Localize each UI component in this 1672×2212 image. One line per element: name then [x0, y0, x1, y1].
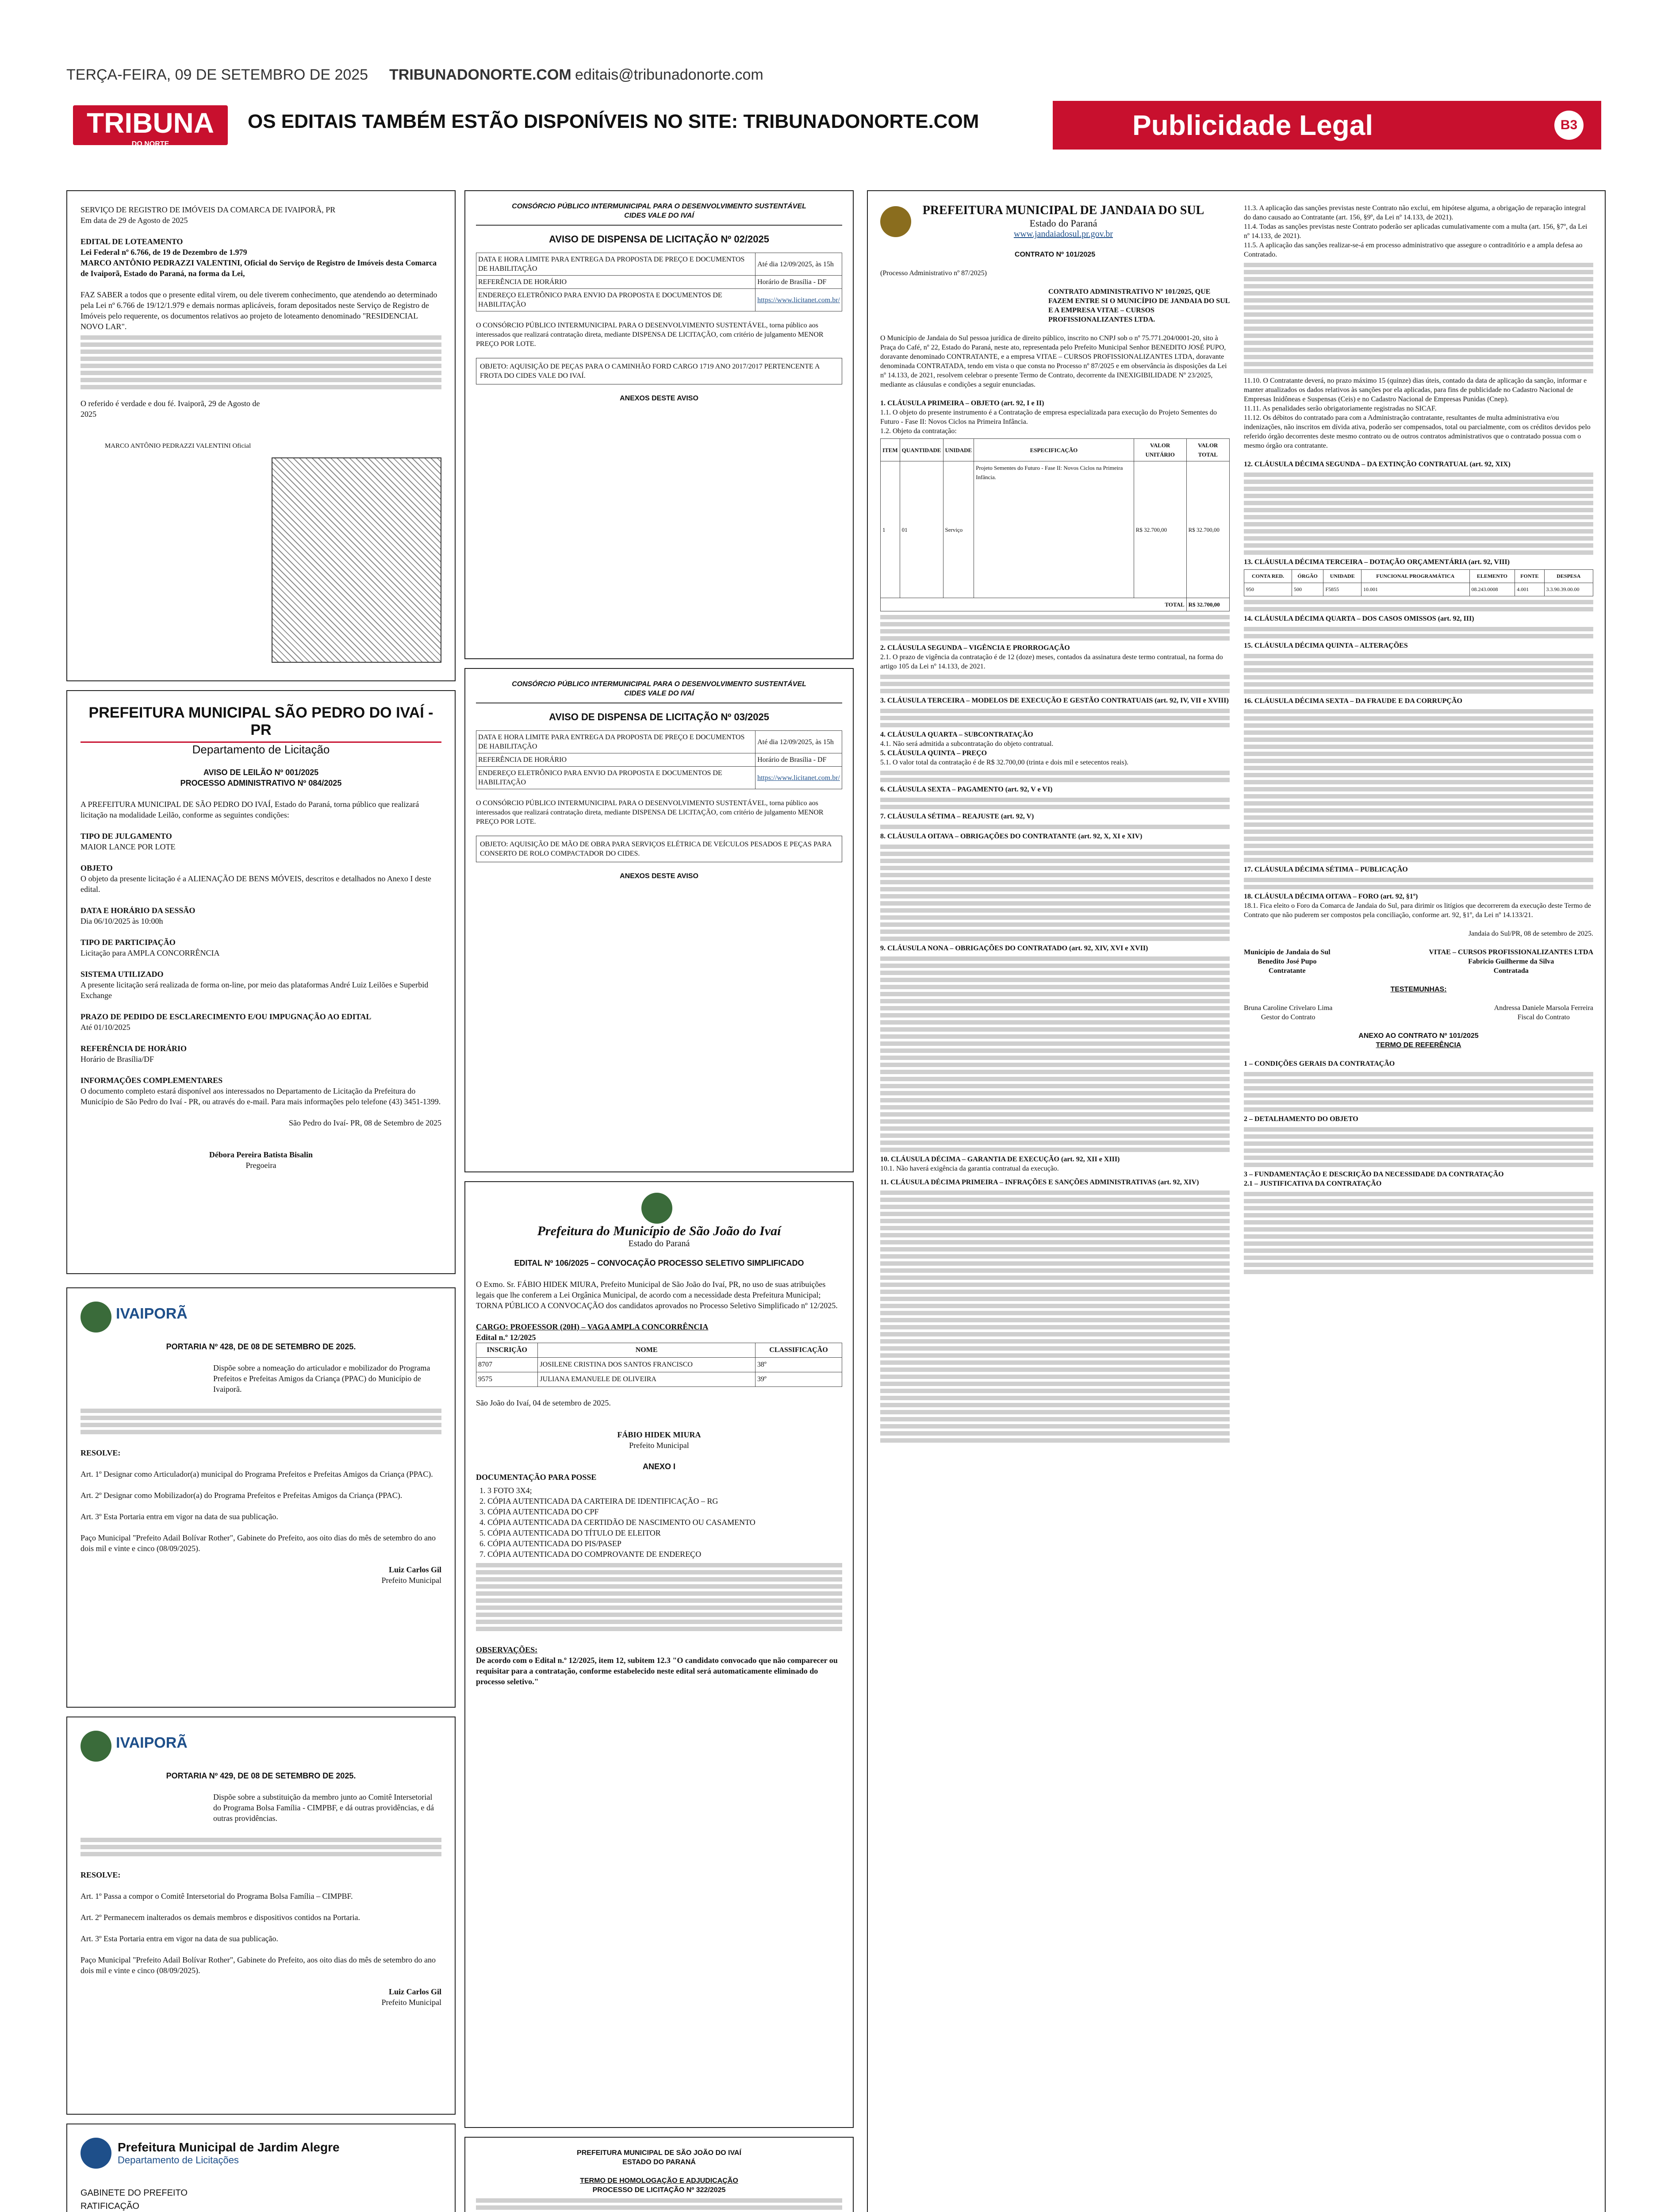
- municipality-name: Prefeitura do Município de São João do Ivaí: [537, 1224, 781, 1238]
- masthead: [0, 0, 1672, 168]
- table-row: DATA E HORA LIMITE PARA ENTREGA DA PROPOSTA DE PREÇO E DOCUMENTOS DE HABILITAÇÃO Até dia 12/09/2025, às 15h: [476, 253, 842, 276]
- list-item: 2. CÓPIA AUTENTICADA DA CARTEIRA DE IDENTIFICAÇÃO – RG: [487, 1496, 842, 1506]
- page-number-badge: B3: [1554, 111, 1584, 140]
- notice-jardim-alegre: Prefeitura Municipal de Jardim Alegre Departamento de Licitações GABINETE DO PREFEITO RATIFICAÇÃO: [66, 2124, 456, 2212]
- site-link[interactable]: TRIBUNADONORTE.COM: [389, 66, 571, 83]
- notice-jandaia-do-sul-contrato: [867, 190, 1606, 2212]
- signature: Luiz Carlos Gil: [388, 1565, 441, 1574]
- notice-ivaipora-portaria-429: IVAIPORÃ PORTARIA Nº 429, DE 08 DE SETEMBRO DE 2025. Dispõe sobre a substituição da membro junto ao Comitê Intersetorial do Programa Bolsa Família - CIMPBF, e dá outras providências, e dá outras providências. RESOLVE: Art. 1º Passa a compor o Comitê Intersetorial do Programa Bolsa Família – CIMPBF. Art. 2º Permanecem inalterados os demais membros e dispositivos contidos na Portaria. Art. 3º Esta Portaria entra em vigor na data de sua publicação. Paço Municipal "Prefeito Adail Bolívar Rother", Gabinete do Prefeito, aos oito dias do mês de setembro do ano dois mil e vinte e cinco (08/09/2025). Luiz Carlos Gil Prefeito Municipal: [66, 1717, 456, 2115]
- info-table: [476, 730, 842, 789]
- place-date: Jandaia do Sul/PR, 08 de setembro de 2025.: [1468, 930, 1593, 937]
- table-row: DATA E HORA LIMITE PARA ENTREGA DA PROPOSTA DE PREÇO E DOCUMENTOS DE HABILITAÇÃO Até dia 12/09/2025, às 15h: [476, 731, 842, 753]
- notice-title: TERMO DE HOMOLOGAÇÃO E ADJUDICAÇÃO: [580, 2177, 738, 2185]
- portaria-title: PORTARIA Nº 428, DE 08 DE SETEMBRO DE 2025.: [166, 1342, 356, 1351]
- notice-title: AVISO DE DISPENSA DE LICITAÇÃO Nº 02/2025: [549, 234, 769, 245]
- annex-title: ANEXO AO CONTRATO Nº 101/2025: [1358, 1032, 1479, 1040]
- lot-map-image: [272, 457, 441, 663]
- contract-intro: O Município de Jandaia do Sul pessoa jurídica de direito público, inscrito no CNPJ sob o nº 75.771.204/0001-20, sito à Praça do Café, nº 22, Estado do Paraná, neste ato, representada pelo Prefeito Municipal Senhor BENEDITO JOSÉ PUPO, doravante denominado CONTRATANTE, e a empresa VITAE – CURSOS PROFISSIONALIZANTES LTDA, doravante denominada CONTRATADA, tendo em vista o que consta no Processo nº 87/2025 e em observância às disposições da Lei nº 14.133, de 2021, resolvem celebrar o presente Termo de Contrato, decorrente da INEXIGIBILIDADE Nº 23/2025, mediante as cláusulas e condições a seguir enunciadas.: [880, 334, 1227, 388]
- municipality-name: IVAIPORÃ: [116, 1305, 188, 1322]
- table-row: 9575 JULIANA EMANUELE DE OLIVEIRA 39º: [476, 1372, 842, 1387]
- site-notice: OS EDITAIS TAMBÉM ESTÃO DISPONÍVEIS NO SITE: TRIBUNADONORTE.COM: [248, 111, 979, 132]
- notice-cides-dispensa-03: CONSÓRCIO PÚBLICO INTERMUNICIPAL PARA O DESENVOLVIMENTO SUSTENTÁVEL CIDES VALE DO IVAÍ AVISO DE DISPENSA DE LICITAÇÃO Nº 03/2025 DATA E HORA LIMITE PARA ENTREGA DA PROPOSTA DE PREÇO E DOCUMENTOS DE HABILITAÇÃO Até dia 12/09/2025, às 15h REFERÊNCIA DE HORÁRIO Horário de Brasília - DF ENDEREÇO ELETRÔNICO PARA ENVIO DA PROPOSTA E DOCUMENTOS DE HABILITAÇÃO https://www.licitanet.com.br/ O CONSÓRCIO PÚBLICO INTERMUNICIPAL PARA O DESENVOLVIMENTO SUSTENTÁVEL, torna público aos interessados que realizará contratação direta, mediante DISPENSA DE LICITAÇÃO, com critério de julgamento MENOR PREÇO POR LOTE. OBJETO: AQUISIÇÃO DE MÃO DE OBRA PARA SERVIÇOS ELÉTRICA DE VEÍCULOS PESADOS E PEÇAS PARA CONSERTO DE ROLO COMPACTADOR DO CIDES. ANEXOS DESTE AVISO: [464, 668, 854, 1172]
- list-item: 3. CÓPIA AUTENTICADA DO CPF: [487, 1506, 842, 1517]
- object-table: ITEM QUANTIDADE UNIDADE ESPECIFICAÇÃO VALOR UNITÁRIO VALOR TOTAL 1 01 Serviço Projeto Sementes do Futuro - Fase II: Novos Ciclos na Primeira Infância. R$ 32.700,00 R$ 32.700,00 TOTAL R$ 32.700,00: [880, 438, 1230, 611]
- law-reference: Lei Federal nº 6.766, de 19 de Dezembro de 1.979: [81, 248, 247, 257]
- notice-ivaipora-portaria-428: IVAIPORÃ PORTARIA Nº 428, DE 08 DE SETEMBRO DE 2025. Dispõe sobre a nomeação do articulador e mobilizador do Programa Prefeitos e Prefeitas Amigos da Criança (PPAC) do Município de Ivaiporã. RESOLVE: Art. 1º Designar como Articulador(a) municipal do Programa Prefeitos e Prefeitas Amigos da Criança (PPAC). Art. 2º Designar como Mobilizador(a) do Programa Prefeitos e Prefeitas Amigos da Criança (PPAC). Art. 3º Esta Portaria entra em vigor na data de sua publicação. Paço Municipal "Prefeito Adail Bolívar Rother", Gabinete do Prefeito, aos oito dias do mês de setembro do ano dois mil e vinte e cinco (08/09/2025). Luiz Carlos Gil Prefeito Municipal: [66, 1287, 456, 1708]
- contact-email[interactable]: editais@tribunadonorte.com: [575, 66, 763, 83]
- table-row: 1 01 Serviço Projeto Sementes do Futuro - Fase II: Novos Ciclos na Primeira Infância. R$ 32.700,00 R$ 32.700,00: [881, 461, 1230, 598]
- notice-title: AVISO DE LEILÃO Nº 001/2025: [203, 768, 319, 777]
- municipality-name: IVAIPORÃ: [116, 1734, 188, 1751]
- municipal-crest-icon: [880, 206, 911, 237]
- list-item: 4. CÓPIA AUTENTICADA DA CERTIDÃO DE NASCIMENTO OU CASAMENTO: [487, 1517, 842, 1528]
- clause-heading: 18. CLÁUSULA DÉCIMA OITAVA – FORO (art. 92, §1º): [1244, 893, 1418, 900]
- list-item: 7. CÓPIA AUTENTICADA DO COMPROVANTE DE ENDEREÇO: [487, 1549, 842, 1559]
- signature: MARCO ANTÔNIO PEDRAZZI VALENTINI Oficial: [104, 442, 251, 449]
- clause-heading: 9. CLÁUSULA NONA – OBRIGAÇÕES DO CONTRATADO (art. 92, XIV, XVI e XVII): [880, 945, 1148, 952]
- section-title: Publicidade Legal: [1132, 109, 1373, 141]
- list-item: 5. CÓPIA AUTENTICADA DO TÍTULO DE ELEITOR: [487, 1528, 842, 1538]
- clause-heading: 4. CLÁUSULA QUARTA – SUBCONTRATAÇÃO: [880, 731, 1033, 738]
- object-box: OBJETO: AQUISIÇÃO DE PEÇAS PARA O CAMINHÃO FORD CARGO 1719 ANO 2017/2017 PERTENCENTE A FROTA DO CIDES VALE DO IVAÍ.: [476, 358, 842, 384]
- place-date: São João do Ivaí, 04 de setembro de 2025.: [476, 1398, 611, 1407]
- portaria-ementa: Dispõe sobre a nomeação do articulador e mobilizador do Programa Prefeitos e Prefeitas Amigos da Criança (PPAC) do Município de Ivaiporã.: [213, 1363, 430, 1394]
- contract-right-column: 11.3. A aplicação das sanções previstas neste Contrato não exclui, em hipótese alguma, a obrigação de reparação integral do dano causado ao Contratante (art. 156, §9º, da Lei nº 14.133, de 2021). 11.4. Todas as sanções previstas neste Contrato poderão ser aplicadas cumulativamente com a multa (art. 156, §7º, da Lei nº 14.133, de 2021). 11.5. A aplicação das sanções realizar-se-á em processo administrativo que assegure o contraditório e a ampla defesa ao Contratado. 11.10. O Contratante deverá, no prazo máximo 15 (quinze) dias úteis, contado da data de aplicação da sanção, informar e manter atualizados os dados relativos às sanções por ela aplicadas, para fins de publicidade no Cadastro Nacional de Empresas Inidôneas e Suspensas (Ceis) e no Cadastro Nacional de Empresas Punidas (Cnep). 11.11. As penalidades serão obrigatoriamente registradas no SICAF. 11.12. Os débitos do contratado para com a Administração contratante, resultantes de multa administrativa e/ou indenizações, não inscritos em dívida ativa, poderão ser compensados, total ou parcialmente, com os créditos devidos pelo referido órgão decorrentes deste mesmo contrato ou de outros contratos administrativos que o contratado possua com o mesmo órgão ora contratante. 12. CLÁUSULA DÉCIMA SEGUNDA – DA EXTINÇÃO CONTRATUAL (art. 92, XIX) 13. CLÁUSULA DÉCIMA TERCEIRA – DOTAÇÃO ORÇAMENTÁRIA (art. 92, VIII) CONTA RED. ÓRGÃO UNIDADE FUNCIONAL PROGRAMÁTICA ELEMENTO FONTE DESPESA 950 500 F5855 10.001 08.243.0008 4.001 3.3.90.39.00.00 14. CLÁUSULA DÉCIMA QUARTA – DOS CASOS OMISSOS (art. 92, III) 15. CLÁUSULA DÉCIMA QUINTA – ALTERAÇÕES 16. CLÁUSULA DÉCIMA SEXTA – DA FRAUDE E DA CORRUPÇÃO 17. CLÁUSULA DÉCIMA SÉTIMA – PUBLICAÇÃO 18. CLÁUSULA DÉCIMA OITAVA – FORO (art. 92, §1º) 18.1. Fica eleito o Foro da Comarca de Jandaia do Sul, para dirimir os litígios que decorrerem da execução deste Termo de Contrato que não puderem ser compostos pela conciliação, conforme art. 92, §1º, da Lei nº 14.133/21. Jandaia do Sul/PR, 08 de setembro de 2025. Município de Jandaia do Sul Benedito José Pupo Contratante VITAE – CURSOS PROFISSIONALIZANTES LTDA Fabricio Guilherme da Silva Contratada TESTEMUNHAS: Bruna Caroline Crivelaro Lima Gestor do Contrato Andressa Daniele Marsola Ferreira Fiscal do Contrato ANEXO AO CONTRATO Nº 101/2025 TERMO DE REFERÊNCIA 1 – CONDIÇÕES GERAIS DA CONTRATAÇÃO 2 – DETALHAMENTO DO OBJETO 3 – FUNDAMENTAÇÃO E DESCRIÇÃO DA NECESSIDADE DA CONTRATAÇÃO 2.1 – JUSTIFICATIVA DA CONTRATAÇÃO: [1244, 204, 1593, 1277]
- body-text-lines: [81, 335, 441, 389]
- municipality-name: PREFEITURA MUNICIPAL SÃO PEDRO DO IVAÍ - PR: [88, 704, 433, 738]
- table-row: 8707 JOSILENE CRISTINA DOS SANTOS FRANCISCO 38º: [476, 1358, 842, 1372]
- budget-table: CONTA RED. ÓRGÃO UNIDADE FUNCIONAL PROGRAMÁTICA ELEMENTO FONTE DESPESA 950 500 F5855 10.001 08.243.0008 4.001 3.3.90.39.00.00: [1244, 569, 1593, 596]
- consortium-name: CONSÓRCIO PÚBLICO INTERMUNICIPAL PARA O DESENVOLVIMENTO SUSTENTÁVEL: [512, 203, 806, 210]
- notice-subtitle: Em data de 29 de Agosto de 2025: [81, 216, 188, 225]
- signature: Débora Pereira Batista Bisalin: [209, 1150, 313, 1159]
- section-banner: [1053, 101, 1601, 150]
- process-number: PROCESSO ADMINISTRATIVO Nº 084/2025: [180, 779, 342, 787]
- table-row: ENDEREÇO ELETRÔNICO PARA ENVIO DA PROPOSTA E DOCUMENTOS DE HABILITAÇÃO https://www.licitanet.com.br/: [476, 767, 842, 789]
- intro-paragraph: A PREFEITURA MUNICIPAL DE SÃO PEDRO DO IVAÍ, Estado do Paraná, torna público que realizará licitação na modalidade Leilão, conforme as seguintes condições:: [81, 800, 419, 819]
- clause-heading: 17. CLÁUSULA DÉCIMA SÉTIMA – PUBLICAÇÃO: [1244, 866, 1408, 873]
- clause-heading: 10. CLÁUSULA DÉCIMA – GARANTIA DE EXECUÇÃO (art. 92, XII e XIII): [880, 1156, 1120, 1163]
- signature: Luiz Carlos Gil: [388, 1987, 441, 1996]
- portaria-title: PORTARIA Nº 429, DE 08 DE SETEMBRO DE 2025.: [166, 1771, 356, 1780]
- notice-body: O CONSÓRCIO PÚBLICO INTERMUNICIPAL PARA O DESENVOLVIMENTO SUSTENTÁVEL, torna público aos interessados que realizará contratação direta, mediante DISPENSA DE LICITAÇÃO, com critério de julgamento MENOR PREÇO POR LOTE.: [476, 799, 824, 826]
- clause-heading: 13. CLÁUSULA DÉCIMA TERCEIRA – DOTAÇÃO ORÇAMENTÁRIA (art. 92, VIII): [1244, 558, 1510, 566]
- notice-registro-imoveis: [66, 190, 456, 681]
- consortium-name: CONSÓRCIO PÚBLICO INTERMUNICIPAL PARA O DESENVOLVIMENTO SUSTENTÁVEL: [512, 680, 806, 688]
- department-name: Departamento de Licitações: [118, 2154, 239, 2166]
- table-row: ENDEREÇO ELETRÔNICO PARA ENVIO DA PROPOSTA E DOCUMENTOS DE HABILITAÇÃO https://www.licitanet.com.br/: [476, 289, 842, 311]
- clause-heading: 11. CLÁUSULA DÉCIMA PRIMEIRA – INFRAÇÕES E SANÇÕES ADMINISTRATIVAS (art. 92, XIV): [880, 1179, 1199, 1186]
- clause-heading: 8. CLÁUSULA OITAVA – OBRIGAÇÕES DO CONTRATANTE (art. 92, X, XI e XIV): [880, 833, 1143, 840]
- notice-sao-pedro-do-ivai: PREFEITURA MUNICIPAL SÃO PEDRO DO IVAÍ - PR Departamento de Licitação AVISO DE LEILÃO Nº 001/2025 PROCESSO ADMINISTRATIVO Nº 084/2025 A PREFEITURA MUNICIPAL DE SÃO PEDRO DO IVAÍ, Estado do Paraná, torna público que realizará licitação na modalidade Leilão, conforme as seguintes condições: TIPO DE JULGAMENTO MAIOR LANCE POR LOTE OBJETO O objeto da presente licitação é a ALIENAÇÃO DE BENS MÓVEIS, descritos e detalhados no Anexo I deste edital. DATA E HORÁRIO DA SESSÃO Dia 06/10/2025 às 10:00h TIPO DE PARTICIPAÇÃO Licitação para AMPLA CONCORRÊNCIA SISTEMA UTILIZADO A presente licitação será realizada de forma on-line, por meio das plataformas André Luiz Leilões e Superbid Exchange PRAZO DE PEDIDO DE ESCLARECIMENTO E/OU IMPUGNAÇÃO AO EDITAL Até 01/10/2025 REFERÊNCIA DE HORÁRIO Horário de Brasília/DF INFORMAÇÕES COMPLEMENTARES O documento completo estará disponível aos interessados no Departamento de Licitação da Prefeitura do Município de São Pedro do Ivaí - PR, ou através do e-mail. Para mais informações pelo telefone (43) 3451-1399. São Pedro do Ivaí- PR, 08 de Setembro de 2025 Débora Pereira Batista Bisalin Pregoeira: [66, 690, 456, 1274]
- clause-heading: 7. CLÁUSULA SÉTIMA – REAJUSTE (art. 92, V): [880, 813, 1034, 820]
- table-row: REFERÊNCIA DE HORÁRIO Horário de Brasília - DF: [476, 276, 842, 289]
- clause-heading: 12. CLÁUSULA DÉCIMA SEGUNDA – DA EXTINÇÃO CONTRATUAL (art. 92, XIX): [1244, 461, 1511, 468]
- municipal-crest-icon: [81, 1302, 111, 1333]
- object-box: OBJETO: AQUISIÇÃO DE MÃO DE OBRA PARA SERVIÇOS ELÉTRICA DE VEÍCULOS PESADOS E PEÇAS PARA CONSERTO DE ROLO COMPACTADOR DO CIDES.: [476, 836, 842, 862]
- clause-heading: 15. CLÁUSULA DÉCIMA QUINTA – ALTERAÇÕES: [1244, 642, 1408, 649]
- witnesses: Bruna Caroline Crivelaro Lima Gestor do Contrato Andressa Daniele Marsola Ferreira Fiscal do Contrato: [1244, 1004, 1593, 1021]
- notice-title: AVISO DE DISPENSA DE LICITAÇÃO Nº 03/2025: [549, 711, 769, 722]
- edition-date: TERÇA-FEIRA, 09 DE SETEMBRO DE 2025: [66, 66, 368, 83]
- edital-heading: EDITAL DE LOTEAMENTO: [81, 237, 183, 246]
- municipality-name: PREFEITURA MUNICIPAL DE SÃO JOÃO DO IVAÍ: [577, 2149, 741, 2157]
- clause-heading: 3. CLÁUSULA TERCEIRA – MODELOS DE EXECUÇÃO E GESTÃO CONTRATUAIS (art. 92, IV, VII e XVIII): [880, 697, 1229, 704]
- department-name: Departamento de Licitação: [81, 741, 441, 757]
- notice-title: SERVIÇO DE REGISTRO DE IMÓVEIS DA COMARCA DE IVAIPORÃ, PR: [81, 205, 336, 214]
- clause-heading: 2. CLÁUSULA SEGUNDA – VIGÊNCIA E PRORROGAÇÃO: [880, 644, 1070, 652]
- contract-left-column: PREFEITURA MUNICIPAL DE JANDAIA DO SUL Estado do Paraná www.jandaiadosul.pr.gov.br CONTRATO Nº 101/2025 (Processo Administrativo nº 87/2025) CONTRATO ADMINISTRATIVO Nº 101/2025, QUE FAZEM ENTRE SI O MUNICÍPIO DE JANDAIA DO SUL E A EMPRESA VITAE – CURSOS PROFISSIONALIZANTES LTDA. O Município de Jandaia do Sul pessoa jurídica de direito público, inscrito no CNPJ sob o nº 75.771.204/0001-20, sito à Praça do Café, nº 22, Estado do Paraná, neste ato, representada pelo Prefeito Municipal Senhor BENEDITO JOSÉ PUPO, doravante denominado CONTRATANTE, e a empresa VITAE – CURSOS PROFISSIONALIZANTES LTDA, doravante denominada CONTRATADA, tendo em vista o que consta no Processo nº 87/2025 e em observância às disposições da Lei nº 14.133, de 2021, resolvem celebrar o presente Termo de Contrato, decorrente da INEXIGIBILIDADE Nº 23/2025, mediante as cláusulas e condições a seguir enunciadas. 1. CLÁUSULA PRIMEIRA – OBJETO (art. 92, I e II) 1.1. O objeto do presente instrumento é a Contratação de empresa especializada para execução do Projeto Sementes do Futuro - Fase II: Novos Ciclos na Primeira Infância. 1.2. Objeto da contratação: ITEM QUANTIDADE UNIDADE ESPECIFICAÇÃO VALOR UNITÁRIO VALOR TOTAL 1 01 Serviço Projeto Sementes do Futuro - Fase II: Novos Ciclos na Primeira Infância. R$ 32.700,00 R$ 32.700,00 TOTAL R$ 32.700,00 2. CLÁUSULA SEGUNDA – VIGÊNCIA E PRORROGAÇÃO 2.1. O prazo de vigência da contratação é de 12 (doze) meses, contados da assinatura deste termo contratual, na forma do artigo 105 da Lei nº 14.133, de 2021. 3. CLÁUSULA TERCEIRA – MODELOS DE EXECUÇÃO E GESTÃO CONTRATUAIS (art. 92, IV, VII e XVIII) 4. CLÁUSULA QUARTA – SUBCONTRATAÇÃO 4.1. Não será admitida a subcontratação do objeto contratual. 5. CLÁUSULA QUINTA – PREÇO 5.1. O valor total da contratação é de R$ 32.700,00 (trinta e dois mil e setecentos reais). 6. CLÁUSULA SEXTA – PAGAMENTO (art. 92, V e VI) 7. CLÁUSULA SÉTIMA – REAJUSTE (art. 92, V) 8. CLÁUSULA OITAVA – OBRIGAÇÕES DO CONTRATANTE (art. 92, X, XI e XIV) 9. CLÁUSULA NONA – OBRIGAÇÕES DO CONTRATADO (art. 92, XIV, XVI e XVII) 10. CLÁUSULA DÉCIMA – GARANTIA DE EXECUÇÃO (art. 92, XII e XIII) 10.1. Não haverá exigência da garantia contratual da execução. 11. CLÁUSULA DÉCIMA PRIMEIRA – INFRAÇÕES E SANÇÕES ADMINISTRATIVAS (art. 92, XIV): [880, 204, 1230, 1445]
- notice-sao-joao-do-ivai-edital: Prefeitura do Município de São João do Ivaí Estado do Paraná EDITAL Nº 106/2025 – CONVOCAÇÃO PROCESSO SELETIVO SIMPLIFICADO O Exmo. Sr. FÁBIO HIDEK MIURA, Prefeito Municipal de São João do Ivaí, PR, no uso de suas atribuições legais que lhe conferem a Lei Orgânica Municipal, de acordo com a necessidade desta Prefeitura Municipal; TORNA PÚBLICO A CONVOCAÇÃO dos candidatos aprovados no Processo Seletivo Simplificado nº 12/2025. CARGO: PROFESSOR (20H) – VAGA AMPLA CONCORRÊNCIA Edital n.º 12/2025 INSCRIÇÃO NOME CLASSIFICAÇÃO 8707 JOSILENE CRISTINA DOS SANTOS FRANCISCO 38º 9575 JULIANA EMANUELE DE OLIVEIRA 39º São João do Ivaí, 04 de setembro de 2025. FÁBIO HIDEK MIURA Prefeito Municipal ANEXO I DOCUMENTAÇÃO PARA POSSE 1. 3 FOTO 3X4; 2. CÓPIA AUTENTICADA DA CARTEIRA DE IDENTIFICAÇÃO – RG 3. CÓPIA AUTENTICADA DO CPF 4. CÓPIA AUTENTICADA DA CERTIDÃO DE NASCIMENTO OU CASAMENTO 5. CÓPIA AUTENTICADA DO TÍTULO DE ELEITOR 6. CÓPIA AUTENTICADA DO PIS/PASEP 7. CÓPIA AUTENTICADA DO COMPROVANTE DE ENDEREÇO OBSERVAÇÕES: De acordo com o Edital n.º 12/2025, item 12, subitem 12.3 "O candidato convocado que não comparecer ou requisitar para a contratação, conforme estabelecido neste edital será automaticamente eliminado do processo seletivo.": [464, 1181, 854, 2128]
- table-row: 950 500 F5855 10.001 08.243.0008 4.001 3.3.90.39.00.00: [1244, 583, 1593, 596]
- observations: De acordo com o Edital n.º 12/2025, item 12, subitem 12.3 "O candidato convocado que não comparecer ou requisitar para a contratação, conforme estabelecido neste edital será automaticamente eliminado do processo seletivo.": [476, 1656, 838, 1686]
- contract-number: CONTRATO Nº 101/2025: [1014, 251, 1096, 258]
- oficial-statement: MARCO ANTÔNIO PEDRAZZI VALENTINI, Oficial do Serviço de Registro de Imóveis desta Comarca de Ivaiporã, Estado do Paraná, na forma da Lei,: [81, 258, 437, 278]
- municipality-name: PREFEITURA MUNICIPAL DE JANDAIA DO SUL: [922, 204, 1204, 217]
- clause-heading: 5. CLÁUSULA QUINTA – PREÇO: [880, 749, 987, 757]
- signature: FÁBIO HIDEK MIURA: [617, 1430, 701, 1439]
- list-item: 6. CÓPIA AUTENTICADA DO PIS/PASEP: [487, 1538, 842, 1549]
- municipal-crest-icon: [81, 1731, 111, 1762]
- notice-cides-dispensa-02: CONSÓRCIO PÚBLICO INTERMUNICIPAL PARA O DESENVOLVIMENTO SUSTENTÁVEL CIDES VALE DO IVAÍ AVISO DE DISPENSA DE LICITAÇÃO Nº 02/2025 DATA E HORA LIMITE PARA ENTREGA DA PROPOSTA DE PREÇO E DOCUMENTOS DE HABILITAÇÃO Até dia 12/09/2025, às 15h REFERÊNCIA DE HORÁRIO Horário de Brasília - DF ENDEREÇO ELETRÔNICO PARA ENVIO DA PROPOSTA E DOCUMENTOS DE HABILITAÇÃO https://www.licitanet.com.br/ O CONSÓRCIO PÚBLICO INTERMUNICIPAL PARA O DESENVOLVIMENTO SUSTENTÁVEL, torna público aos interessados que realizará contratação direta, mediante DISPENSA DE LICITAÇÃO, com critério de julgamento MENOR PREÇO POR LOTE. OBJETO: AQUISIÇÃO DE PEÇAS PARA O CAMINHÃO FORD CARGO 1719 ANO 2017/2017 PERTENCENTE A FROTA DO CIDES VALE DO IVAÍ. ANEXOS DESTE AVISO: [464, 190, 854, 659]
- closing-statement: O referido é verdade e dou fé. Ivaiporã, 29 de Agosto de 2025: [81, 399, 260, 419]
- municipal-crest-icon: [641, 1193, 672, 1224]
- clause-heading: 16. CLÁUSULA DÉCIMA SEXTA – DA FRAUDE E DA CORRUPÇÃO: [1244, 697, 1462, 705]
- portaria-ementa: Dispõe sobre a substituição da membro junto ao Comitê Intersetorial do Programa Bolsa Família - CIMPBF, e dá outras providências, e dá outras providências.: [213, 1793, 434, 1823]
- contract-ementa: CONTRATO ADMINISTRATIVO Nº 101/2025, QUE FAZEM ENTRE SI O MUNICÍPIO DE JANDAIA DO SUL E A EMPRESA VITAE – CURSOS PROFISSIONALIZANTES LTDA.: [1048, 288, 1230, 323]
- municipal-crest-icon: [81, 2138, 111, 2169]
- top-line: [66, 66, 1606, 88]
- clause-heading: 1. CLÁUSULA PRIMEIRA – OBJETO (art. 92, I e II): [880, 399, 1044, 407]
- notice-body: FAZ SABER a todos que o presente edital virem, ou dele tiverem conhecimento, que atendendo ao determinado pela Lei nº 6.766 de 19/12/1.979 e demais normas aplicáveis, foram depositados neste Serviço de Registro de Imóveis pelo requerente, os documentos relativos ao projeto de loteamento denominado "RESIDENCIAL NOVO LAR".: [81, 290, 437, 331]
- notice-title: EDITAL Nº 106/2025 – CONVOCAÇÃO PROCESSO SELETIVO SIMPLIFICADO: [514, 1259, 804, 1267]
- table-row: REFERÊNCIA DE HORÁRIO Horário de Brasília - DF: [476, 753, 842, 767]
- list-item: 1. 3 FOTO 3X4;: [487, 1485, 842, 1496]
- candidates-table: INSCRIÇÃO NOME CLASSIFICAÇÃO 8707 JOSILENE CRISTINA DOS SANTOS FRANCISCO 38º 9575 JULIANA EMANUELE DE OLIVEIRA 39º: [476, 1343, 842, 1387]
- clause-heading: 14. CLÁUSULA DÉCIMA QUARTA – DOS CASOS OMISSOS (art. 92, III): [1244, 615, 1474, 622]
- notice-body: O CONSÓRCIO PÚBLICO INTERMUNICIPAL PARA O DESENVOLVIMENTO SUSTENTÁVEL, torna público aos interessados que realizará contratação direta, mediante DISPENSA DE LICITAÇÃO, com critério de julgamento MENOR PREÇO POR LOTE.: [476, 322, 824, 348]
- documents-list: [476, 1485, 842, 1559]
- info-table: [476, 253, 842, 311]
- place-date: São Pedro do Ivaí- PR, 08 de Setembro de 2025: [289, 1118, 441, 1127]
- municipality-name: Prefeitura Municipal de Jardim Alegre: [118, 2140, 340, 2154]
- clause-heading: 6. CLÁUSULA SEXTA – PAGAMENTO (art. 92, V e VI): [880, 786, 1053, 793]
- signatures: Município de Jandaia do Sul Benedito José Pupo Contratante VITAE – CURSOS PROFISSIONALIZANTES LTDA Fabricio Guilherme da Silva Contratada: [1244, 949, 1593, 975]
- newspaper-logo: TRIBUNA DO NORTE: [73, 105, 228, 145]
- notice-sao-joao-homologacao: PREFEITURA MUNICIPAL DE SÃO JOÃO DO IVAÍ ESTADO DO PARANÁ TERMO DE HOMOLOGAÇÃO E ADJUDICAÇÃO PROCESSO DE LICITAÇÃO Nº 322/2025: [464, 2137, 854, 2212]
- municipality-website-link[interactable]: www.jandaiadosul.pr.gov.br: [1013, 229, 1113, 239]
